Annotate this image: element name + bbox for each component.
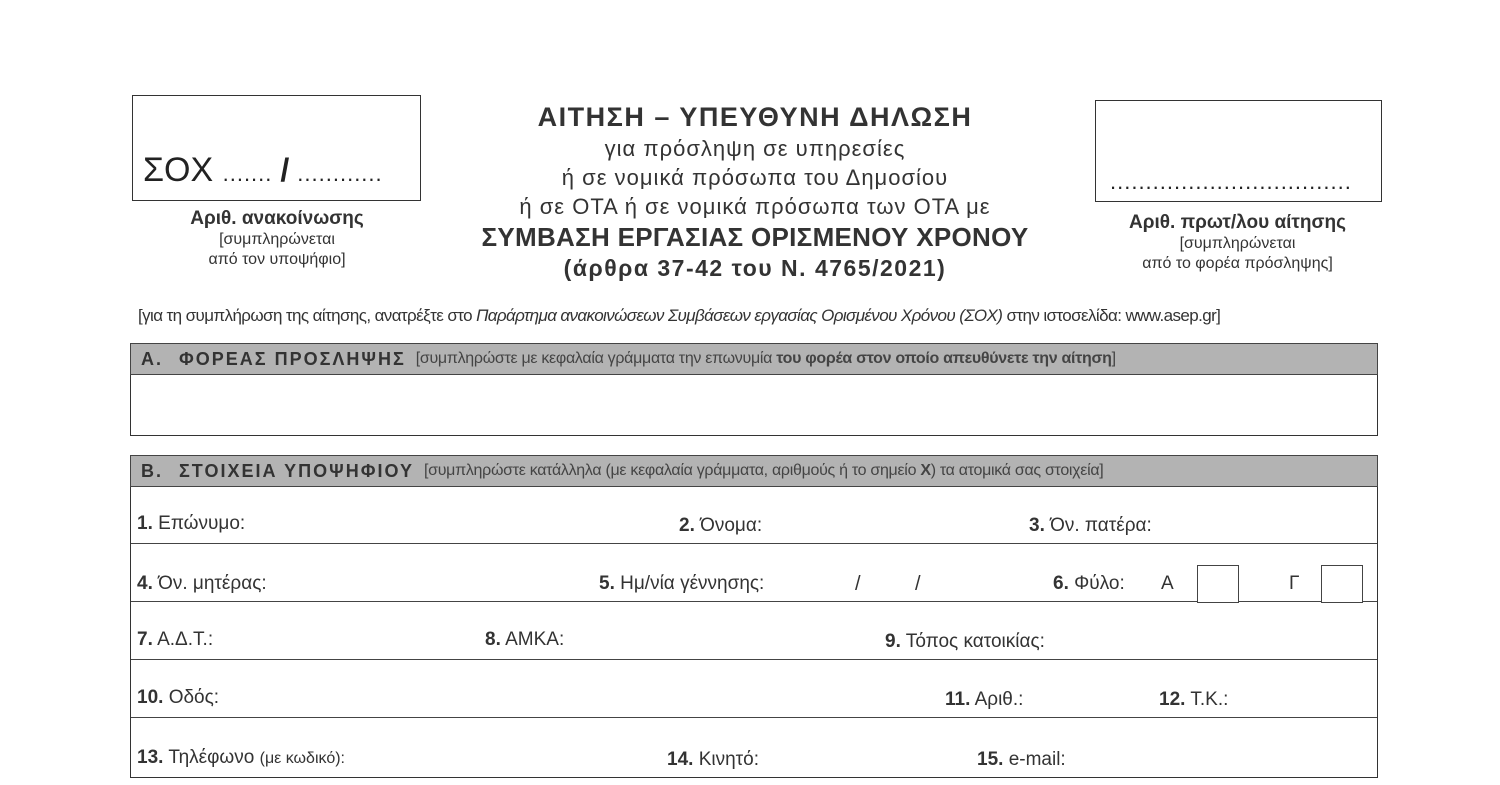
email-field[interactable]: 15. e-mail: [977, 749, 1066, 770]
employer-name-field[interactable] [130, 375, 1378, 436]
postal-code-field[interactable]: 12. Τ.Κ.: [1159, 689, 1229, 710]
protocol-number-box[interactable] [1095, 100, 1382, 202]
protocol-dots: .................................. [1110, 169, 1352, 194]
section-b-title: ΣΤΟΙΧΕΙΑ ΥΠΟΨΗΦΙΟΥ [179, 460, 415, 481]
row-divider [131, 543, 1377, 544]
birthdate-separator: / [915, 573, 921, 595]
announcement-caption [132, 208, 422, 270]
gender-option-a-label: Α [1161, 573, 1174, 594]
protocol-caption-title: Αριθ. πρωτ/λου αίτησης [1129, 212, 1346, 233]
section-a-note-part2: ] [1111, 350, 1116, 367]
gender-option-g-label: Γ [1289, 573, 1300, 594]
title-line-4: ή σε ΟΤΑ ή σε νομικά πρόσωπα των ΟΤΑ με [519, 194, 991, 219]
instruction-part2: στην ιστοσελίδα: www.asep.gr] [1002, 306, 1221, 325]
instruction-part1: [για τη συμπλήρωση της αίτησης, ανατρέξτε στο [138, 306, 477, 325]
title-line-5: ΣΥΜΒΑΣΗ ΕΡΓΑΣΙΑΣ ΟΡΙΣΜΕΝΟΥ ΧΡΟΝΟΥ [481, 222, 1029, 252]
protocol-caption-line1: [συμπληρώνεται [1179, 235, 1296, 252]
announcement-caption-title: Αριθ. ανακοίνωσης [190, 208, 364, 229]
title-line-6: (άρθρα 37-42 του Ν. 4765/2021) [563, 255, 947, 281]
row-divider [131, 601, 1377, 602]
gender-g-checkbox[interactable] [1321, 565, 1363, 603]
section-a-note [416, 350, 1116, 368]
protocol-caption-line2: από το φορέα πρόσληψης] [1142, 255, 1333, 272]
birthdate-field[interactable]: 5. Ημ/νία γέννησης: [599, 573, 765, 594]
section-b-note-part2: ) τα ατομικά σας στοιχεία] [930, 462, 1104, 479]
section-b-letter: Β. [141, 460, 163, 481]
announcement-caption-line2: από τον υποψήφιο] [208, 251, 346, 268]
candidate-details-table [130, 487, 1378, 778]
section-a-title: ΦΟΡΕΑΣ ΠΡΟΣΛΗΨΗΣ [179, 348, 406, 369]
title-line-3: ή σε νομικά πρόσωπα του Δημοσίου [561, 165, 949, 190]
instruction-italic: Παράρτημα ανακοινώσεων Συμβάσεων εργασίας Ορισμένου Χρόνου (ΣΟΧ) [476, 306, 1003, 325]
street-field[interactable]: 10. Οδός: [137, 687, 220, 708]
section-b-header [130, 455, 1378, 487]
father-name-field[interactable]: 3. Όν. πατέρα: [1029, 515, 1152, 536]
protocol-caption [1090, 212, 1385, 274]
gender-a-checkbox[interactable] [1197, 565, 1239, 603]
announcement-caption-line1: [συμπληρώνεται [219, 231, 335, 248]
mobile-field[interactable]: 14. Κινητό: [667, 749, 760, 770]
section-a-header [130, 343, 1378, 375]
mother-name-field[interactable]: 4. Όν. μητέρας: [137, 573, 267, 594]
announcement-number-box[interactable] [132, 95, 421, 201]
sox-dots-b: ............ [297, 161, 383, 186]
section-b-note [424, 462, 1103, 480]
sox-field [143, 151, 383, 190]
section-b-note-bold: X [920, 462, 931, 479]
name-field[interactable]: 2. Όνομα: [679, 515, 763, 536]
section-a-letter: Α. [141, 348, 163, 369]
section-a-note-bold: του φορέα στον οποίο απευθύνετε την αίτηση [776, 350, 1112, 367]
phone-field[interactable]: 13. Τηλέφωνο (με κωδικό): [137, 747, 345, 768]
row-divider [131, 717, 1377, 718]
sox-slash: / [280, 152, 290, 188]
sox-dots-a: ....... [222, 161, 273, 186]
amka-field[interactable]: 8. ΑΜΚΑ: [485, 629, 565, 650]
id-card-field[interactable]: 7. Α.Δ.Τ.: [137, 629, 214, 650]
birthdate-separator: / [855, 573, 861, 595]
residence-field[interactable]: 9. Τόπος κατοικίας: [885, 631, 1045, 652]
document-title: ΑΙΤΗΣΗ – ΥΠΕΥΘΥΝΗ ΔΗΛΩΣΗ [537, 102, 973, 132]
street-number-field[interactable]: 11. Αριθ.: [945, 689, 1024, 710]
title-line-2: για πρόσληψη σε υπηρεσίες [604, 136, 906, 161]
row-divider [131, 659, 1377, 660]
document-title-block [430, 100, 1080, 283]
surname-field[interactable]: 1. Επώνυμο: [137, 513, 246, 534]
gender-field: 6. Φύλο: [1053, 573, 1125, 594]
section-b-note-part1: [συμπληρώστε κατάλληλα (με κεφαλαία γράμματα, αριθμούς ή το σημείο [424, 462, 921, 479]
instruction-text [138, 306, 1378, 326]
sox-prefix: ΣΟΧ [143, 151, 214, 189]
section-a-note-part1: [συμπληρώστε με κεφαλαία γράμματα την επωνυμία [415, 350, 777, 367]
